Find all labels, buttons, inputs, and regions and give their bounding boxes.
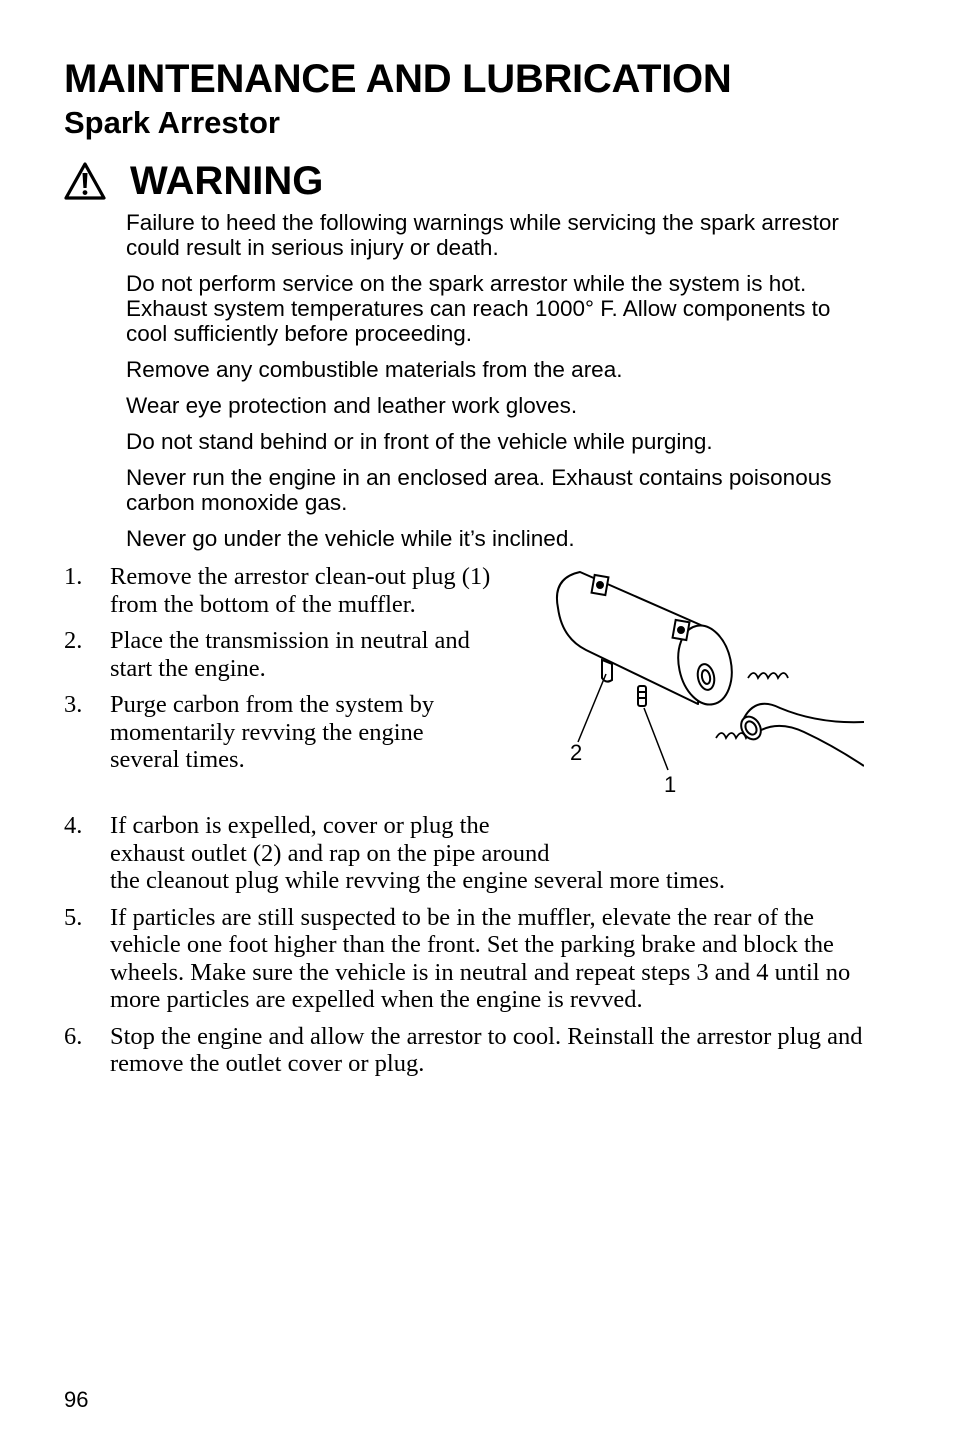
procedure-steps-lower — [64, 812, 884, 1087]
step-number: 6. — [64, 1022, 83, 1050]
step-number: 4. — [64, 812, 83, 839]
warning-triangle-icon — [64, 162, 106, 200]
step-text: Remove the arrestor clean-out plug (1) from the bottom of the muffler. — [110, 563, 491, 618]
callout-plug-label: 1 — [664, 772, 677, 797]
warning-label: WARNING — [130, 159, 324, 203]
step-text: If carbon is expelled, cover or plug the exhaust outlet (2) and rap on the pipe around — [110, 812, 550, 867]
cleanout-plug — [638, 686, 646, 706]
page-title: MAINTENANCE AND LUBRICATION — [64, 57, 732, 101]
step-text: Purge carbon from the system by momentarily revving the engine several times. — [110, 691, 435, 773]
procedure-steps-upper — [64, 563, 494, 783]
warning-body — [126, 210, 866, 562]
step-number: 1. — [64, 563, 83, 590]
step-text: Stop the engine and allow the arrestor to cool. Reinstall the arrestor plug and remove the outlet cover or plug. — [110, 1022, 863, 1077]
muffler-illustration — [548, 568, 864, 804]
header-pipe — [737, 704, 864, 766]
warning-paragraph: Never go under the vehicle while it’s inclined. — [126, 526, 575, 551]
leader-lines — [578, 674, 668, 770]
step-item — [64, 904, 884, 1014]
step-text-continued: the cleanout plug while revving the engine several more times. — [110, 867, 726, 894]
section-title: Spark Arrestor — [64, 105, 280, 140]
warning-paragraph: Failure to heed the following warnings while servicing the spark arrestor could result in serious injury or death. — [126, 210, 839, 260]
step-item — [64, 691, 494, 774]
step-number: 2. — [64, 627, 83, 654]
step-item — [64, 812, 884, 895]
warning-paragraph: Do not stand behind or in front of the vehicle while purging. — [126, 429, 713, 454]
step-number: 5. — [64, 903, 83, 931]
warning-header — [64, 155, 323, 207]
muffler-body — [557, 572, 739, 710]
step-item — [64, 1023, 884, 1078]
warning-paragraph: Do not perform service on the spark arrestor while the system is hot. Exhaust system temperatures can reach 1000° F. Allow components to cool sufficiently before proceeding. — [126, 271, 831, 346]
warning-paragraph: Remove any combustible materials from the area. — [126, 357, 623, 382]
step-item — [64, 563, 494, 618]
step-text: Place the transmission in neutral and start the engine. — [110, 627, 470, 682]
page-number: 96 — [64, 1387, 89, 1412]
step-text: If particles are still suspected to be in the muffler, elevate the rear of the vehicle one foot higher than the front. Set the parking brake and block the wheels. Make sure the vehicle is in neutral and repeat steps 3 and 4 until no more particles are expelled when the engine is revved. — [110, 903, 851, 1013]
callout-outlet-label: 2 — [570, 740, 583, 765]
step-number: 3. — [64, 691, 83, 718]
step-item — [64, 627, 494, 682]
warning-paragraph: Wear eye protection and leather work gloves. — [126, 393, 578, 418]
warning-paragraph: Never run the engine in an enclosed area. Exhaust contains poisonous carbon monoxide gas. — [126, 465, 832, 515]
